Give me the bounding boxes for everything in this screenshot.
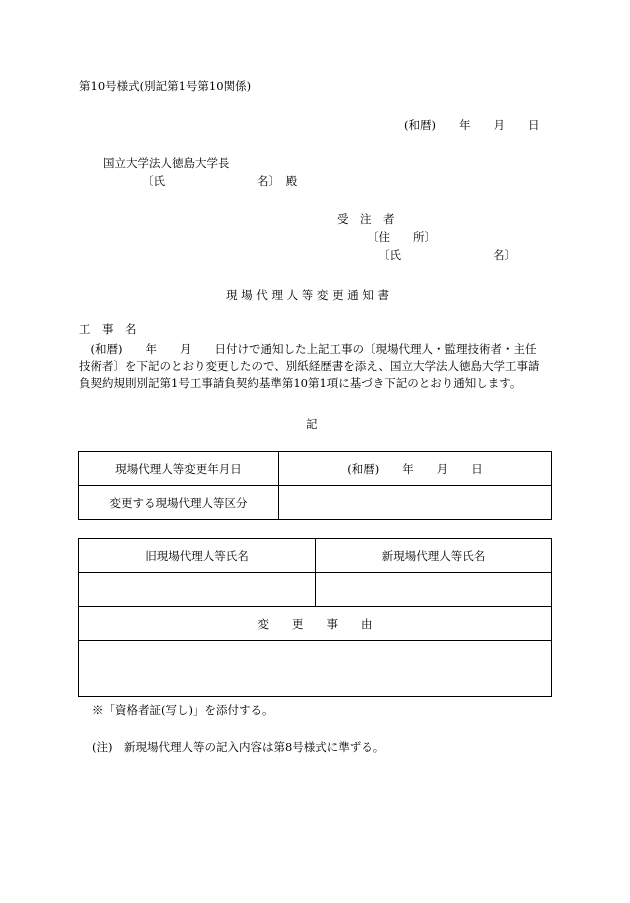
agent-change-table xyxy=(78,538,552,697)
old-agent-value xyxy=(79,573,316,607)
date-line: (和暦) 年 月 日 xyxy=(404,118,540,132)
body-line: 技術者〕を下記のとおり変更したので、別紙経歴書を添え、国立大学法人徳島大学工事請 xyxy=(79,359,540,373)
old-agent-header: 旧現場代理人等氏名 xyxy=(79,539,316,573)
reason-value xyxy=(79,641,552,697)
new-agent-value xyxy=(316,573,552,607)
body-line: (和暦) 年 月 日付けで通知した上記工事の〔現場代理人・監理技術者・主任 xyxy=(79,342,537,356)
contractor-address: 〔住 所〕 xyxy=(367,230,436,244)
change-date-value: (和暦) 年 月 日 xyxy=(279,452,552,486)
ki-heading: 記 xyxy=(306,417,318,431)
form-number: 第10号様式(別記第1号第10関係) xyxy=(79,79,252,93)
work-name-label: 工 事 名 xyxy=(79,322,137,336)
document-title: 現 場 代 理 人 等 変 更 通 知 書 xyxy=(226,288,390,302)
addressee-org: 国立大学法人徳島大学長 xyxy=(103,156,230,170)
category-value xyxy=(279,486,552,520)
body-paragraph xyxy=(79,341,551,392)
contractor-name: 〔氏 名〕 xyxy=(378,248,516,262)
change-date-label: 現場代理人等変更年月日 xyxy=(79,452,279,486)
contractor-label: 受 注 者 xyxy=(337,212,395,226)
body-line: 負契約規則別記第1号工事請負契約基準第10第1項に基づき下記のとおり通知します。 xyxy=(79,376,522,390)
new-agent-header: 新現場代理人等氏名 xyxy=(316,539,552,573)
reason-header: 変 更 事 由 xyxy=(79,607,552,641)
remark-note: (注) 新現場代理人等の記入内容は第8号様式に準ずる。 xyxy=(92,740,385,754)
change-date-table xyxy=(78,451,552,520)
attachment-note: ※「資格者証(写し)」を添付する。 xyxy=(92,703,274,717)
addressee-name-line: 〔氏 名〕 殿 xyxy=(142,174,298,188)
category-label: 変更する現場代理人等区分 xyxy=(79,486,279,520)
